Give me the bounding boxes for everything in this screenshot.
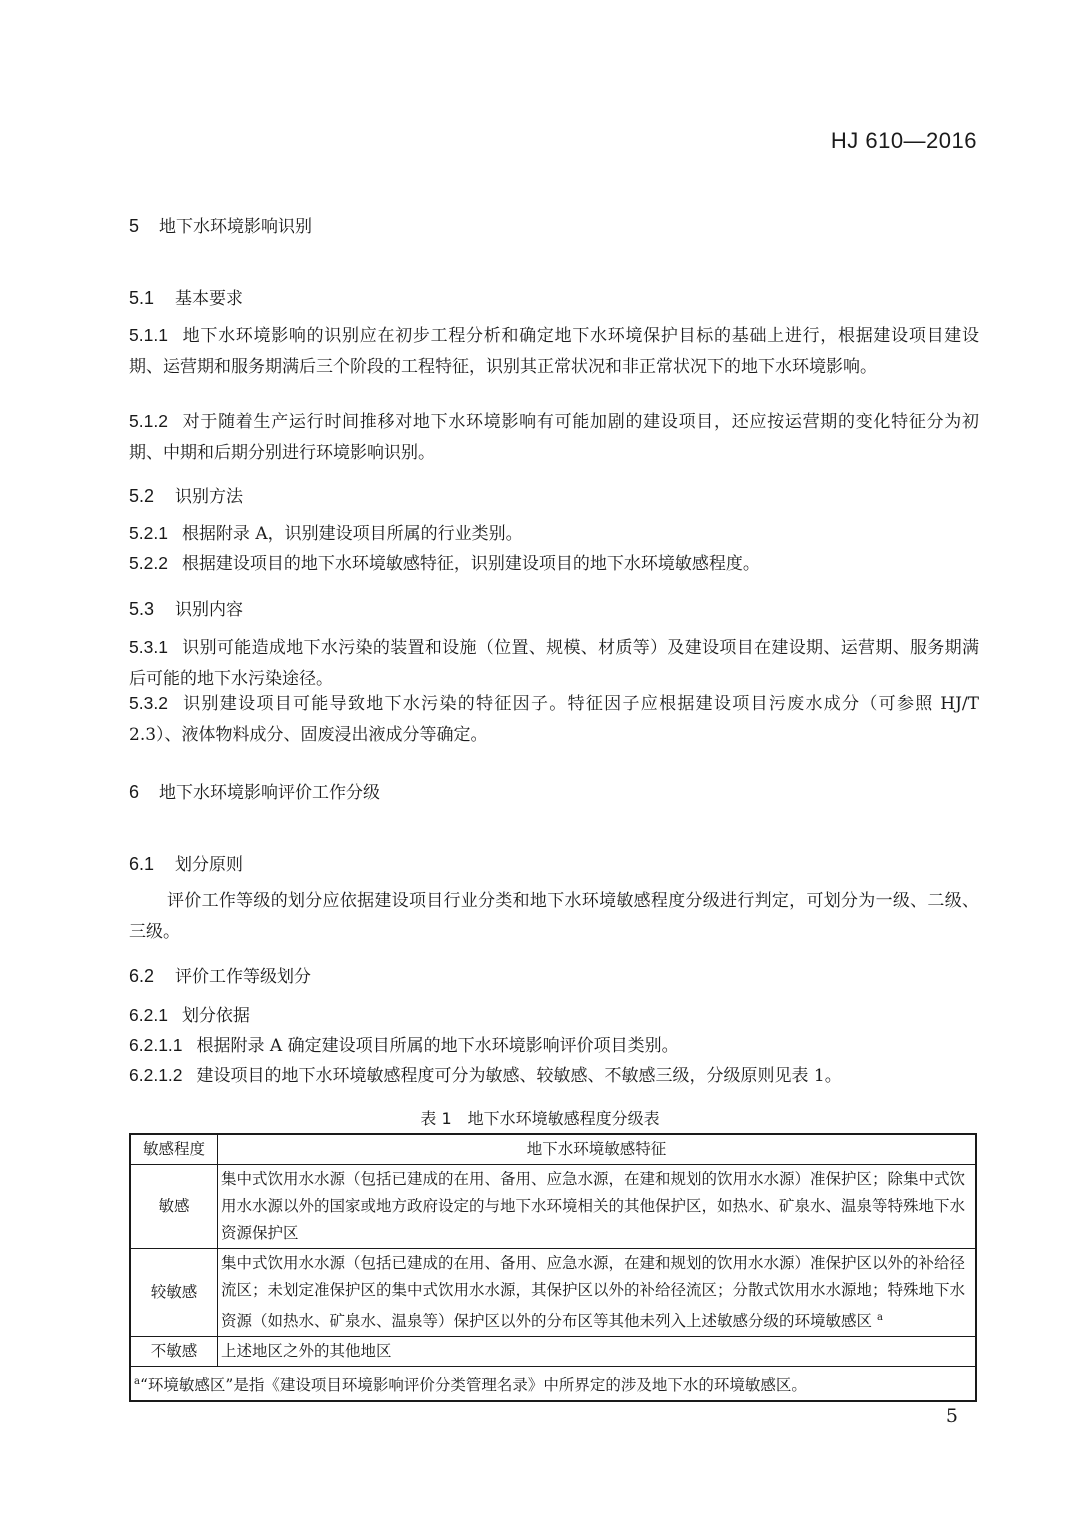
table-row — [130, 1337, 976, 1367]
table-row — [130, 1165, 976, 1249]
heading-5-1: 5.1 基本要求 — [129, 288, 243, 309]
header-cell: 敏感程度 — [130, 1134, 218, 1165]
desc-cell: 上述地区之外的其他地区 — [218, 1337, 977, 1367]
level-cell: 敏感 — [130, 1165, 218, 1249]
para-5-2-2: 5.2.2 根据建设项目的地下水环境敏感特征，识别建设项目的地下水环境敏感程度。 — [129, 553, 760, 574]
para-5-2-1: 5.2.1 根据附录 A，识别建设项目所属的行业类别。 — [129, 523, 523, 544]
table-header-row — [130, 1134, 976, 1165]
heading-6: 6 地下水环境影响评价工作分级 — [129, 782, 380, 803]
heading-5-3: 5.3 识别内容 — [129, 599, 243, 620]
table-footnote-row — [130, 1367, 976, 1402]
standard-number: HJ 610—2016 — [830, 128, 977, 153]
table-caption: 表 1 地下水环境敏感程度分级表 — [420, 1109, 660, 1128]
para-5-3-1: 5.3.1 识别可能造成地下水污染的装置和设施（位置、规模、材质等）及建设项目在建设期、运营期、服务期满后可能的地下水污染途径。 — [129, 637, 979, 689]
level-cell: 较敏感 — [130, 1249, 218, 1337]
para-5-3-2: 5.3.2 识别建设项目可能导致地下水污染的特征因子。特征因子应根据建设项目污废水成分（可参照 HJ/T 2.3）、液体物料成分、固废浸出液成分等确定。 — [129, 693, 979, 745]
header-cell: 地下水环境敏感特征 — [218, 1134, 977, 1165]
footnote-marker: a — [134, 1376, 140, 1388]
level-cell: 不敏感 — [130, 1337, 218, 1367]
heading-5: 5 地下水环境影响识别 — [129, 216, 312, 237]
para-6-2-1-2: 6.2.1.2 建设项目的地下水环境敏感程度可分为敏感、较敏感、不敏感三级，分级原则见表 1。 — [129, 1065, 842, 1086]
sensitivity-table — [129, 1133, 977, 1402]
table-row — [130, 1249, 976, 1337]
page-number: 5 — [945, 1405, 958, 1427]
desc-cell: 集中式饮用水水源（包括已建成的在用、备用、应急水源，在建和规划的饮用水水源）准保护区以外的补给径流区；未划定准保护区的集中式饮用水水源，其保护区以外的补给径流区；分散式饮用水水源地；特殊地下水资源（如热水、矿泉水、温泉等）保护区以外的分布区等其他未列入上述敏感分级的环境敏感区 $^a$ — [218, 1249, 977, 1337]
table-footnote: $^a$“环境敏感区”是指《建设项目环境影响评价分类管理名录》中所界定的涉及地下水的环境敏感区。 — [130, 1367, 976, 1402]
para-6-1: 评价工作等级的划分应依据建设项目行业分类和地下水环境敏感程度分级进行判定，可划分为一级、二级、三级。 — [129, 891, 979, 942]
para-5-1-1: 5.1.1 地下水环境影响的识别应在初步工程分析和确定地下水环境保护目标的基础上进行，根据建设项目建设期、运营期和服务期满后三个阶段的工程特征，识别其正常状况和非正常状况下的地下水环境影响。 — [129, 325, 979, 377]
footnote-marker: a — [876, 1312, 883, 1323]
heading-6-2: 6.2 评价工作等级划分 — [129, 966, 311, 987]
para-6-2-1: 6.2.1 划分依据 — [129, 1005, 250, 1026]
heading-6-1: 6.1 划分原则 — [129, 854, 243, 875]
para-6-2-1-1: 6.2.1.1 根据附录 A 确定建设项目所属的地下水环境影响评价项目类别。 — [129, 1035, 679, 1056]
para-5-1-2: 5.1.2 对于随着生产运行时间推移对地下水环境影响有可能加剧的建设项目，还应按运营期的变化特征分为初期、中期和后期分别进行环境影响识别。 — [129, 411, 979, 463]
desc-cell: 集中式饮用水水源（包括已建成的在用、备用、应急水源，在建和规划的饮用水水源）准保护区；除集中式饮用水水源以外的国家或地方政府设定的与地下水环境相关的其他保护区，如热水、矿泉水、温泉等特殊地下水资源保护区 — [218, 1165, 977, 1249]
heading-5-2: 5.2 识别方法 — [129, 486, 243, 507]
